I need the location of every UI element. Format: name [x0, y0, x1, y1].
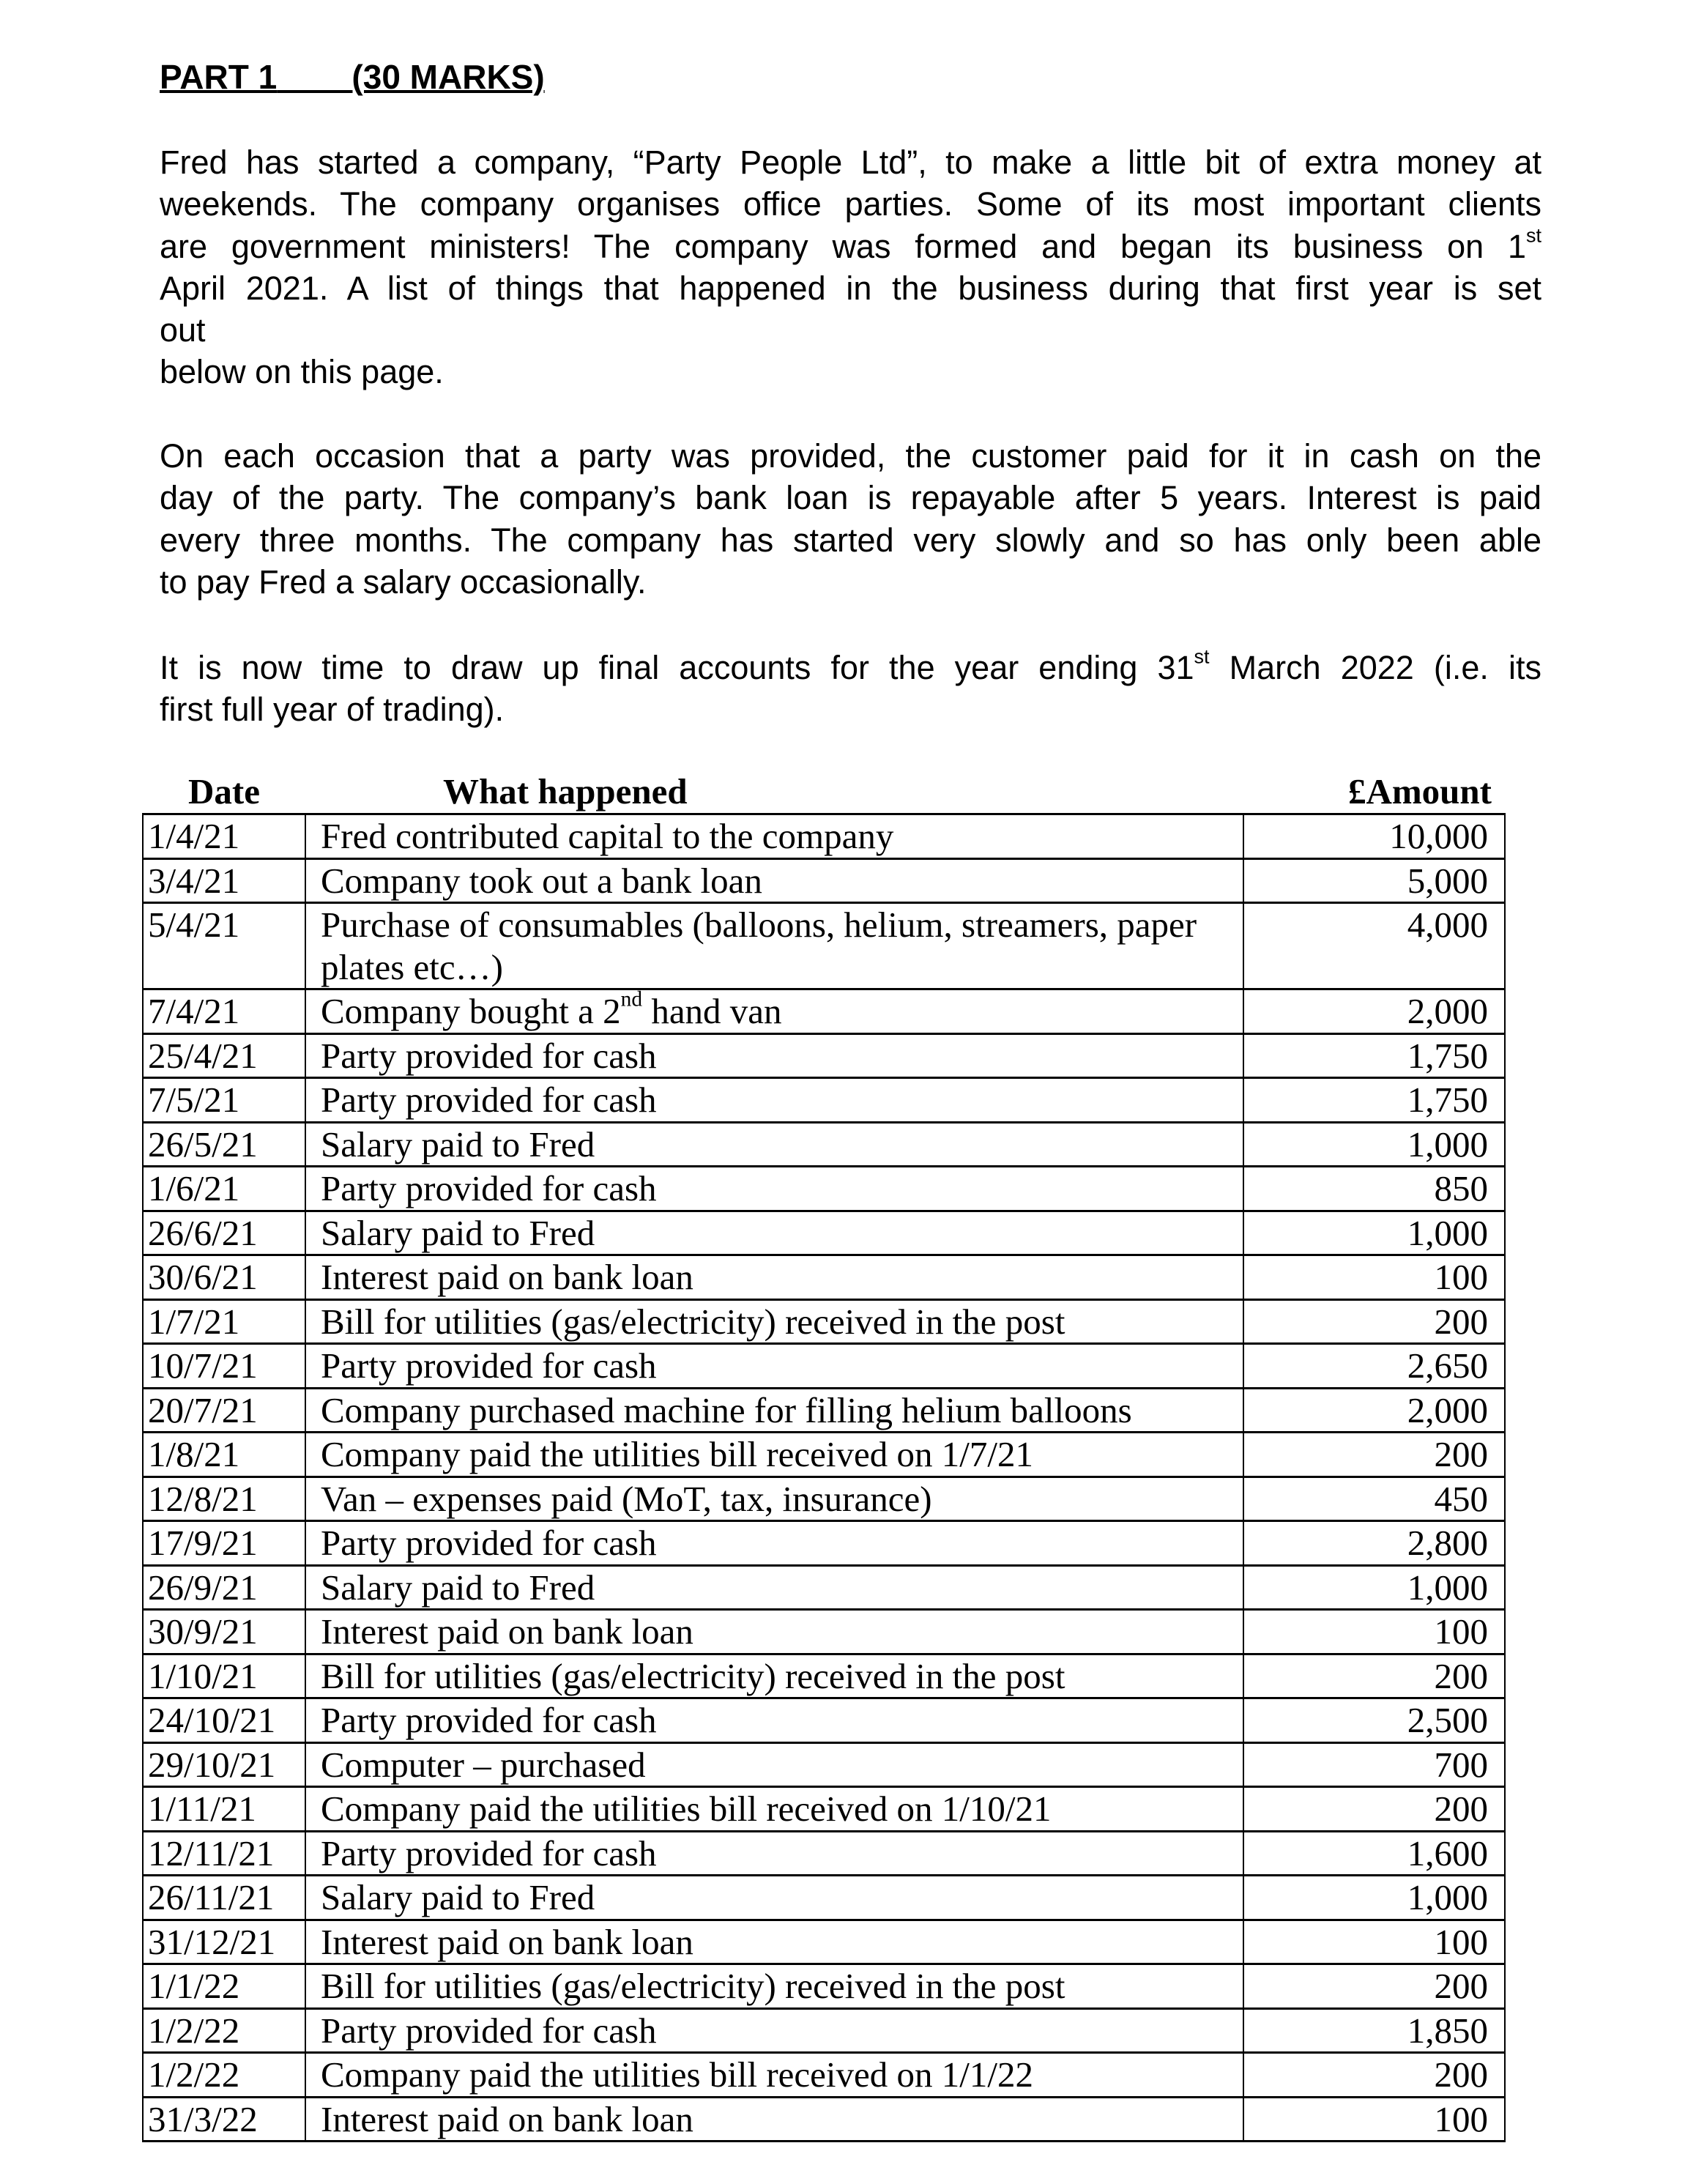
description-text: Party provided for cash: [321, 1035, 657, 1076]
description-text: Party provided for cash: [321, 1523, 657, 1563]
intro-paragraph: [160, 141, 1541, 393]
description-cell: [305, 1078, 1243, 1123]
text-line: to pay Fred a salary occasionally.: [160, 562, 647, 601]
table-row: [143, 989, 1505, 1034]
description-cell: [305, 1167, 1243, 1211]
amount-cell: 100: [1243, 2097, 1505, 2142]
superscript: st: [1194, 645, 1210, 668]
description-cell: [305, 1787, 1243, 1832]
text-line: On each occasion that a party was provided, the customer paid for it in cash on the: [160, 437, 1541, 475]
amount-cell: 100: [1243, 1255, 1505, 1300]
table-row: [143, 1033, 1505, 1078]
date-cell: 7/4/21: [143, 989, 305, 1034]
date-cell: 1/7/21: [143, 1299, 305, 1344]
description-cell: [305, 1433, 1243, 1477]
description-cell: [305, 1477, 1243, 1521]
description-cell: [305, 1610, 1243, 1654]
table-row: [143, 1122, 1505, 1167]
amount-cell: 2,500: [1243, 1698, 1505, 1743]
amount-cell: 1,000: [1243, 1211, 1505, 1255]
date-cell: 1/1/22: [143, 1964, 305, 2009]
table-row: [143, 1876, 1505, 1920]
date-cell: 10/7/21: [143, 1344, 305, 1389]
amount-cell: 1,000: [1243, 1876, 1505, 1920]
part-title: PART 1: [160, 58, 278, 96]
description-cell: [305, 814, 1243, 859]
amount-cell: 1,850: [1243, 2008, 1505, 2053]
description-text: Company bought a 2: [321, 991, 621, 1031]
description-cell: [305, 2008, 1243, 2053]
table-row: [143, 1388, 1505, 1433]
description-text: hand van: [642, 991, 782, 1031]
description-text: Bill for utilities (gas/electricity) received in the post: [321, 1655, 1065, 1696]
text-segment: It is now time to draw up final accounts for the year ending 31: [160, 649, 1194, 686]
table-row: [143, 1255, 1505, 1300]
date-cell: 1/10/21: [143, 1654, 305, 1698]
date-cell: 20/7/21: [143, 1388, 305, 1433]
description-cell: [305, 2053, 1243, 2098]
amount-cell: 1,750: [1243, 1033, 1505, 1078]
description-text: Van – expenses paid (MoT, tax, insurance): [321, 1478, 932, 1519]
description-cell: [305, 858, 1243, 903]
date-cell: 1/4/21: [143, 814, 305, 859]
text-segment: March 2022 (i.e. its: [1209, 649, 1541, 686]
description-cell: [305, 1211, 1243, 1255]
text-line: weekends. The company organises office parties. Some of its most important clients: [160, 185, 1541, 223]
table-row: [143, 2008, 1505, 2053]
amount-cell: 2,000: [1243, 1388, 1505, 1433]
description-cell: [305, 1388, 1243, 1433]
date-cell: 1/8/21: [143, 1433, 305, 1477]
amount-cell: 1,000: [1243, 1565, 1505, 1610]
amount-cell: 10,000: [1243, 814, 1505, 859]
date-cell: 7/5/21: [143, 1078, 305, 1123]
description-text: Salary paid to Fred: [321, 1212, 595, 1253]
text-segment: are government ministers! The company was formed and began its business on 1: [160, 227, 1526, 265]
amount-cell: 2,650: [1243, 1344, 1505, 1389]
text-line: April 2021. A list of things that happened in the business during that first year is set: [160, 269, 1541, 307]
text-line: out: [160, 311, 206, 349]
date-cell: 1/2/22: [143, 2008, 305, 2053]
table-row: [143, 1433, 1505, 1477]
description-cell: [305, 1742, 1243, 1787]
table-row: [143, 1654, 1505, 1698]
task-paragraph: [160, 647, 1541, 731]
description-cell: [305, 1698, 1243, 1743]
amount-cell: 2,800: [1243, 1521, 1505, 1566]
date-cell: 17/9/21: [143, 1521, 305, 1566]
table-row: [143, 1787, 1505, 1832]
description-text: Company paid the utilities bill received on 1/7/21: [321, 1434, 1034, 1474]
table-row: [143, 1344, 1505, 1389]
date-cell: 1/6/21: [143, 1167, 305, 1211]
date-cell: 26/5/21: [143, 1122, 305, 1167]
date-cell: 1/2/22: [143, 2053, 305, 2098]
description-text: Computer – purchased: [321, 1744, 646, 1785]
description-text: Interest paid on bank loan: [321, 2098, 693, 2139]
description-cell: [305, 1831, 1243, 1876]
superscript: st: [1525, 224, 1541, 246]
table-row: [143, 2053, 1505, 2098]
date-cell: 24/10/21: [143, 1698, 305, 1743]
description-text: Bill for utilities (gas/electricity) received in the post: [321, 1301, 1065, 1342]
description-text: Company paid the utilities bill received on 1/1/22: [321, 2054, 1034, 2095]
table-row: [143, 1831, 1505, 1876]
description-text: Party provided for cash: [321, 1080, 657, 1120]
description-text: Purchase of consumables (balloons, helium, streamers, paper plates etc…): [321, 905, 1197, 987]
description-cell: [305, 1920, 1243, 1964]
description-text: Fred contributed capital to the company: [321, 816, 894, 856]
table-row: [143, 1167, 1505, 1211]
amount-cell: 200: [1243, 1433, 1505, 1477]
text-line: every three months. The company has started very slowly and so has only been able: [160, 521, 1541, 559]
table-row: [143, 1610, 1505, 1654]
amount-cell: 850: [1243, 1167, 1505, 1211]
text-line: below on this page.: [160, 353, 444, 391]
description-text: Salary paid to Fred: [321, 1567, 595, 1608]
amount-cell: 200: [1243, 2053, 1505, 2098]
text-line: [160, 226, 1541, 267]
description-cell: [305, 1654, 1243, 1698]
date-cell: 26/11/21: [143, 1876, 305, 1920]
table-row: [143, 1698, 1505, 1743]
description-text: Salary paid to Fred: [321, 1123, 595, 1165]
amount-cell: 1,750: [1243, 1078, 1505, 1123]
amount-cell: 200: [1243, 1299, 1505, 1344]
transactions-table: [142, 770, 1506, 2142]
description-text: Company purchased machine for filling helium balloons: [321, 1389, 1132, 1430]
table-row: [143, 814, 1505, 859]
amount-cell: 100: [1243, 1920, 1505, 1964]
description-cell: [305, 1876, 1243, 1920]
part-heading: [160, 57, 545, 97]
conditions-paragraph: [160, 435, 1541, 603]
date-cell: 29/10/21: [143, 1742, 305, 1787]
table-row: [143, 2097, 1505, 2142]
amount-cell: 700: [1243, 1742, 1505, 1787]
marks-label: (30 MARKS): [351, 58, 545, 96]
description-cell: [305, 1299, 1243, 1344]
description-cell: [305, 989, 1243, 1034]
description-text: Bill for utilities (gas/electricity) received in the post: [321, 1966, 1065, 2006]
description-cell: [305, 1033, 1243, 1078]
amount-cell: 1,000: [1243, 1122, 1505, 1167]
description-text: Interest paid on bank loan: [321, 1921, 693, 1962]
description-text: Salary paid to Fred: [321, 1877, 595, 1917]
description-cell: [305, 1521, 1243, 1566]
description-cell: [305, 1122, 1243, 1167]
description-text: Party provided for cash: [321, 2010, 657, 2051]
table-row: [143, 1565, 1505, 1610]
description-text: Party provided for cash: [321, 1832, 657, 1873]
description-text: Company took out a bank loan: [321, 860, 762, 901]
header-date: Date: [188, 771, 260, 811]
description-text: Party provided for cash: [321, 1345, 657, 1386]
table-row: [143, 1078, 1505, 1123]
description-text: Party provided for cash: [321, 1168, 657, 1208]
header-what-happened: What happened: [443, 771, 688, 811]
amount-cell: 100: [1243, 1610, 1505, 1654]
text-line: first full year of trading).: [160, 691, 505, 729]
date-cell: 30/9/21: [143, 1610, 305, 1654]
date-cell: 5/4/21: [143, 903, 305, 989]
description-text: Party provided for cash: [321, 1700, 657, 1740]
date-cell: 12/11/21: [143, 1831, 305, 1876]
table-row: [143, 1211, 1505, 1255]
date-cell: 26/9/21: [143, 1565, 305, 1610]
date-cell: 25/4/21: [143, 1033, 305, 1078]
table-row: [143, 858, 1505, 903]
description-cell: [305, 2097, 1243, 2142]
description-cell: [305, 1344, 1243, 1389]
text-line: day of the party. The company’s bank loan is repayable after 5 years. Interest is paid: [160, 479, 1541, 517]
amount-cell: 200: [1243, 1654, 1505, 1698]
date-cell: 26/6/21: [143, 1211, 305, 1255]
description-cell: [305, 1964, 1243, 2009]
date-cell: 30/6/21: [143, 1255, 305, 1300]
table-row: [143, 1920, 1505, 1964]
text-line: Fred has started a company, “Party People Ltd”, to make a little bit of extra money at: [160, 144, 1541, 181]
amount-cell: 1,600: [1243, 1831, 1505, 1876]
header-amount: £Amount: [1347, 771, 1492, 811]
description-text: Interest paid on bank loan: [321, 1257, 693, 1297]
text-line: [160, 647, 1541, 688]
description-text: Interest paid on bank loan: [321, 1611, 693, 1652]
date-cell: 31/3/22: [143, 2097, 305, 2142]
table-row: [143, 1299, 1505, 1344]
description-text: Company paid the utilities bill received on 1/10/21: [321, 1789, 1052, 1829]
amount-cell: 450: [1243, 1477, 1505, 1521]
table-row: [143, 1521, 1505, 1566]
amount-cell: 5,000: [1243, 858, 1505, 903]
amount-cell: 200: [1243, 1787, 1505, 1832]
table-row: [143, 1964, 1505, 2009]
description-cell: [305, 903, 1243, 989]
date-cell: 3/4/21: [143, 858, 305, 903]
amount-cell: 2,000: [1243, 989, 1505, 1034]
description-cell: [305, 1565, 1243, 1610]
table-row: [143, 1742, 1505, 1787]
description-cell: [305, 1255, 1243, 1300]
date-cell: 12/8/21: [143, 1477, 305, 1521]
amount-cell: 200: [1243, 1964, 1505, 2009]
amount-cell: 4,000: [1243, 903, 1505, 989]
table-row: [143, 903, 1505, 989]
date-cell: 1/11/21: [143, 1787, 305, 1832]
date-cell: 31/12/21: [143, 1920, 305, 1964]
superscript: nd: [620, 987, 643, 1011]
table-header-row: [143, 770, 1505, 814]
table-row: [143, 1477, 1505, 1521]
